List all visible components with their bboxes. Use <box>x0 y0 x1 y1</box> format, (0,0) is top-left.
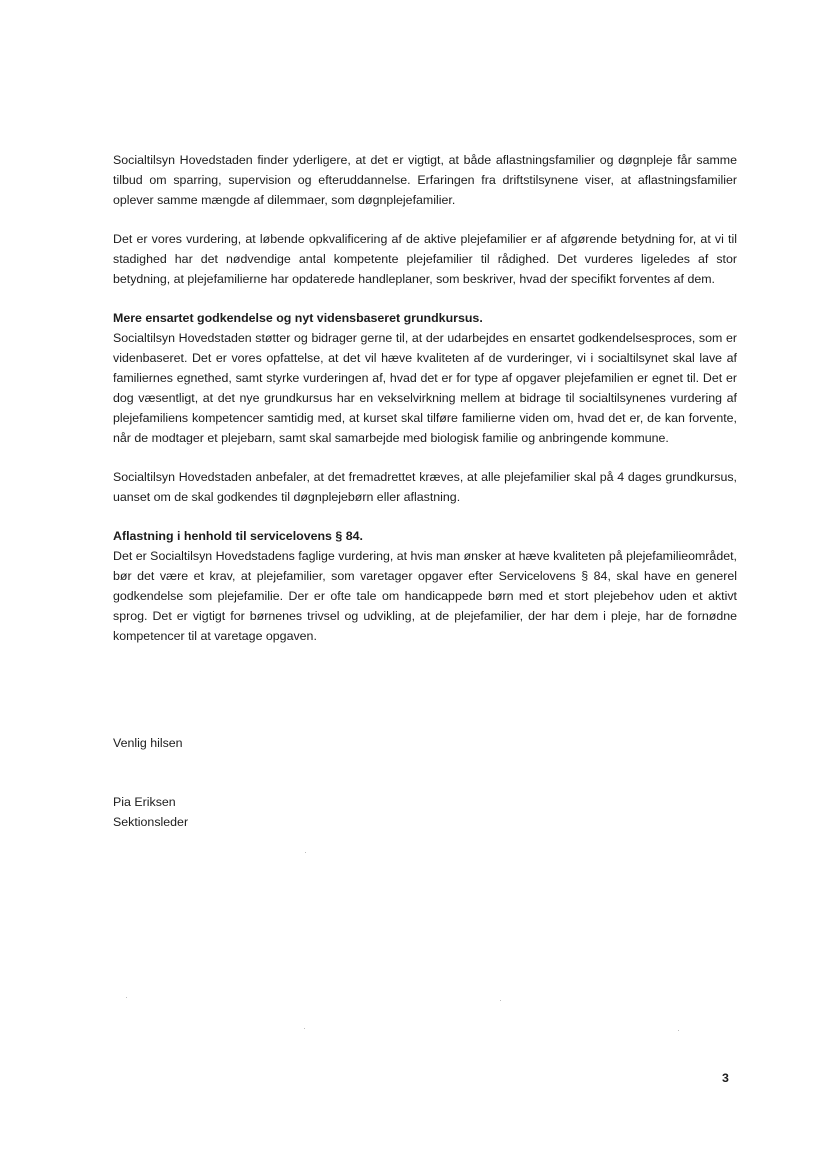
paragraph-3: Socialtilsyn Hovedstaden anbefaler, at det fremadrettet kræves, at alle plejefamilier skal på 4 dages grundkursus, uanset om de skal godkendes til døgnplejebørn eller aflastning. <box>113 470 737 504</box>
signer-name: Pia Eriksen <box>113 795 176 809</box>
signature-block <box>113 792 188 832</box>
section-heading: Mere ensartet godkendelse og nyt vidensbaseret grundkursus. <box>113 311 483 325</box>
letter-body <box>113 150 737 665</box>
section-ensartet-godkendelse <box>113 308 737 448</box>
scan-speck <box>304 1028 305 1029</box>
page-number: 3 <box>722 1071 729 1085</box>
scan-speck <box>500 1000 501 1001</box>
closing-greeting: Venlig hilsen <box>113 736 183 750</box>
scan-speck <box>678 1030 679 1031</box>
signer-title: Sektionsleder <box>113 815 189 829</box>
scan-speck <box>126 997 127 998</box>
section-aflastning <box>113 526 737 646</box>
section-body: Socialtilsyn Hovedstaden støtter og bidrager gerne til, at der udarbejdes en ensartet godkendelsesproces, som er videnbaseret. Det er vores opfattelse, at det vil hæve kvaliteten af de vurderinger, vi i socialtilsynet skal lave af familiernes egnethed, samt styrke vurderingen af, hvad det er for type af opgaver plejefamilien er egnet til. Det er dog væsentligt, at det nye grundkursus har en vekselvirkning mellem at bidrage til socialtilsynenes vurdering af plejefamiliens kompetencer samtidig med, at kurset skal tilføre familierne viden om, hvad det er, de kan forvente, når de modtager et plejebarn, samt skal samarbejde med biologisk familie og anbringende kommune. <box>113 331 737 445</box>
section-heading: Aflastning i henhold til servicelovens § 84. <box>113 529 363 543</box>
scan-speck <box>305 852 306 853</box>
paragraph-1: Socialtilsyn Hovedstaden finder yderligere, at det er vigtigt, at både aflastningsfamilier og døgnpleje får samme tilbud om sparring, supervision og efteruddannelse. Erfaringen fra driftstilsynene viser, at aflastningsfamilier oplever samme mængde af dilemmaer, som døgnplejefamilier. <box>113 153 737 207</box>
section-body: Det er Socialtilsyn Hovedstadens faglige vurdering, at hvis man ønsker at hæve kvaliteten på plejefamilieområdet, bør det være et krav, at plejefamilier, som varetager opgaver efter Servicelovens § 84, skal have en generel godkendelse som plejefamilie. Der er ofte tale om handicappede børn med et stort plejebehov uden et aktivt sprog. Det er vigtigt for børnenes trivsel og udvikling, at de plejefamilier, der har dem i pleje, har de fornødne kompetencer til at varetage opgaven. <box>113 549 737 643</box>
paragraph-2: Det er vores vurdering, at løbende opkvalificering af de aktive plejefamilier er af afgørende betydning for, at vi til stadighed har det nødvendige antal kompetente plejefamilier til rådighed. Det vurderes ligeledes af stor betydning, at plejefamilierne har opdaterede handleplaner, som beskriver, hvad der specifikt forventes af dem. <box>113 232 737 286</box>
